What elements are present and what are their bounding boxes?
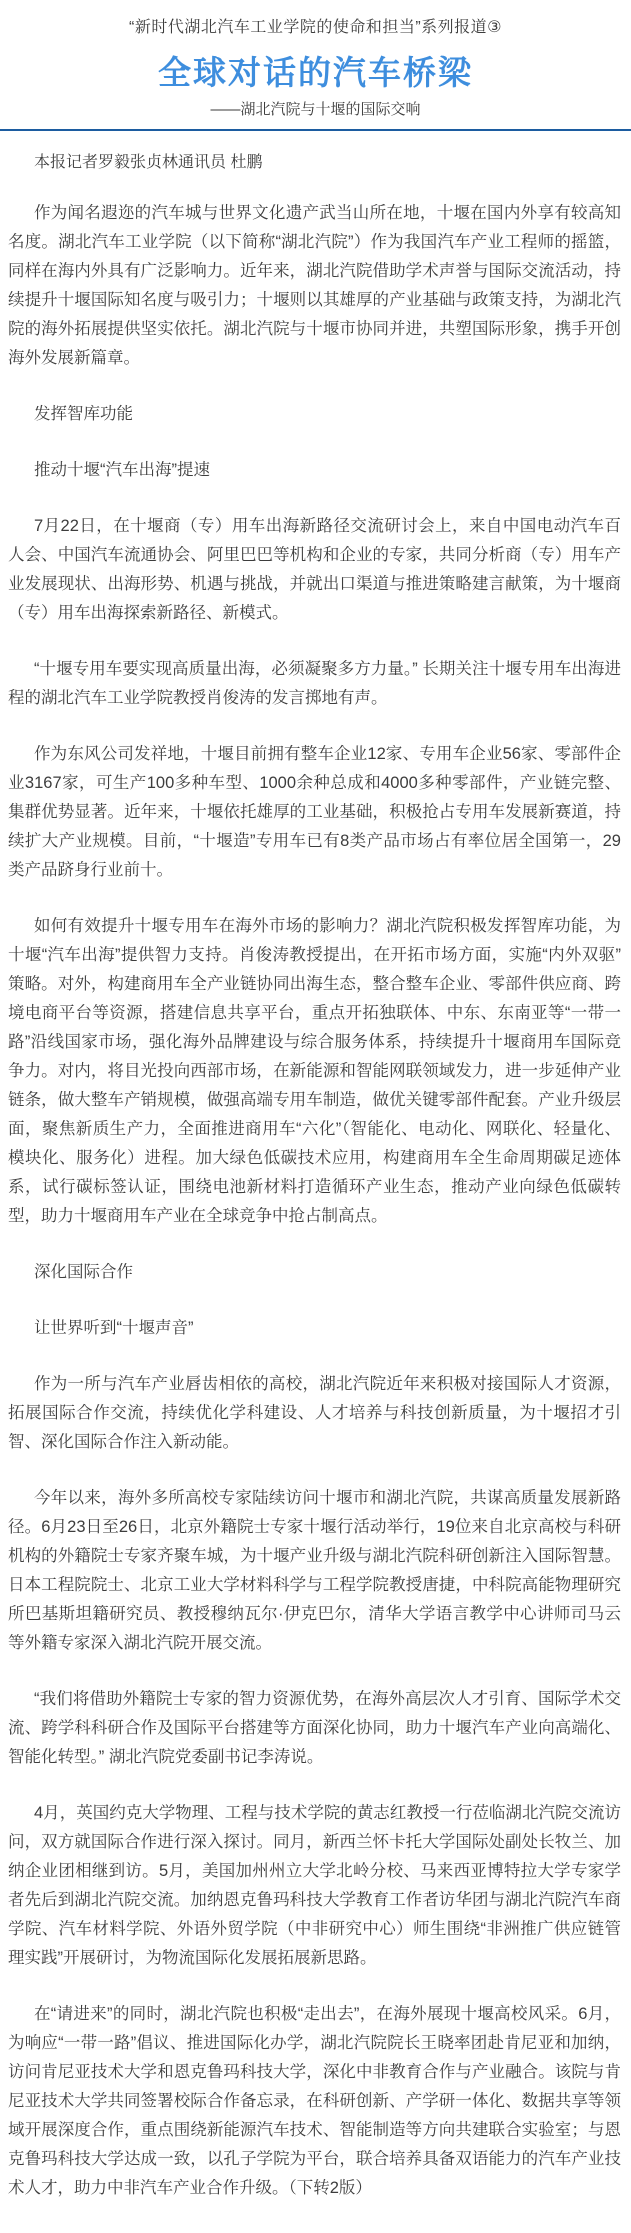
header-divider-rule [0,129,631,131]
article-paragraph: 作为闻名遐迩的汽车城与世界文化遗产武当山所在地，十堰在国内外享有较高知名度。湖北汽车工业学院（以下简称“湖北汽院”）作为我国汽车产业工程师的摇篮，同样在海内外具有广泛影响力。近年来，湖北汽院借助学术声誉与国际交流活动，持续提升十堰国际知名度与吸引力；十堰则以其雄厚的产业基础与政策支持，为湖北汽院的海外拓展提供坚实依托。湖北汽院与十堰市协同并进，共塑国际形象，携手开创海外发展新篇章。 [8,204,621,367]
section-heading: 发挥智库功能 [34,405,133,423]
article-paragraph: “十堰专用车要实现高质量出海，必须凝聚多方力量。” 长期关注十堰专用车出海进程的湖北汽车工业学院教授肖俊涛的发言掷地有声。 [8,660,621,707]
article-paragraph: 如何有效提升十堰专用车在海外市场的影响力？湖北汽院积极发挥智库功能，为十堰“汽车出海”提供智力支持。肖俊涛教授提出，在开拓市场方面，实施“内外双驱”策略。对外，构建商用车全产业链协同出海生态，整合整车企业、零部件供应商、跨境电商平台等资源，搭建信息共享平台，重点开拓独联体、中东、东南亚等“一带一路”沿线国家市场，强化海外品牌建设与综合服务体系，持续提升十堰商用车国际竞争力。对内，将目光投向西部市场，在新能源和智能网联领域发力，进一步延伸产业链条，做大整车产销规模，做强高端专用车制造，做优关键零部件配套。产业升级层面，聚焦新质生产力，全面推进商用车“六化”（智能化、电动化、网联化、轻量化、模块化、服务化）进程。加大绿色低碳技术应用，构建商用车全生命周期碳足迹体系，试行碳标签认证，围绕电池新材料打造循环产业生态，推动产业向绿色低碳转型，助力十堰商用车产业在全球竞争中抢占制高点。 [8,917,621,1225]
article-paragraph: 4月，英国约克大学物理、工程与技术学院的黄志红教授一行莅临湖北汽院交流访问，双方就国际合作进行深入探讨。同月，新西兰怀卡托大学国际处副处长牧兰、加纳企业团相继到访。5月，美国加州州立大学北岭分校、马来西亚博特拉大学专家学者先后到湖北汽院交流。加纳恩克鲁玛科技大学教育工作者访华团与湖北汽院汽车商学院、汽车材料学院、外语外贸学院（中非研究中心）师生围绕“非洲推广供应链管理实践”开展研讨，为物流国际化发展拓展新思路。 [8,1804,621,1967]
series-report-line: “新时代湖北汽车工业学院的使命和担当”系列报道③ [128,19,502,36]
article-body [8,199,621,2203]
section-heading: 让世界听到“十堰声音” [34,1319,194,1337]
article-paragraph: 7月22日，在十堰商（专）用车出海新路径交流研讨会上，来自中国电动汽车百人会、中国汽车流通协会、阿里巴巴等机构和企业的专家，共同分析商（专）用车产业发展现状、出海形势、机遇与挑战，并就出口渠道与推进策略建言献策，为十堰商（专）用车出海探索新路径、新模式。 [8,517,621,622]
article-paragraph: 在“请进来”的同时，湖北汽院也积极“走出去”，在海外展现十堰高校风采。6月，为响应“一带一路”倡议、推进国际化办学，湖北汽院院长王晓率团赴肯尼亚和加纳，访问肯尼亚技术大学和恩克鲁玛科技大学，深化中非教育合作与产业融合。该院与肯尼亚技术大学共同签署校际合作备忘录，在科研创新、产学研一体化、数据共享等领域开展深度合作，重点围绕新能源汽车技术、智能制造等方向共建联合实验室；与恩克鲁玛科技大学达成一致，以孔子学院为平台，联合培养具备双语能力的汽车产业技术人才，助力中非汽车产业合作升级。（下转2版） [8,2005,621,2197]
article-title: 全球对话的汽车桥梁 [158,54,473,91]
article-paragraph: 作为东风公司发祥地，十堰目前拥有整车企业12家、专用车企业56家、零部件企业3167家，可生产100多种车型、1000余种总成和4000多种零部件，产业链完整、集群优势显著。近年来，十堰依托雄厚的工业基础，积极抢占专用车发展新赛道，持续扩大产业规模。目前，“十堰造”专用车已有8类产品市场占有率位居全国第一，29类产品跻身行业前十。 [8,745,621,879]
section-heading: 深化国际合作 [34,1263,133,1281]
article-paragraph: 作为一所与汽车产业唇齿相依的高校，湖北汽院近年来积极对接国际人才资源，拓展国际合作交流，持续优化学科建设、人才培养与科技创新质量，为十堰招才引智、深化国际合作注入新动能。 [8,1375,621,1451]
article-paragraph: “我们将借助外籍院士专家的智力资源优势，在海外高层次人才引育、国际学术交流、跨学科科研合作及国际平台搭建等方面深化协同，助力十堰汽车产业向高端化、智能化转型。” 湖北汽院党委副书记李涛说。 [8,1690,621,1766]
section-heading: 推动十堰“汽车出海”提速 [34,461,210,479]
article-subtitle: ——湖北汽院与十堰的国际交响 [210,101,421,118]
byline: 本报记者罗毅张贞林通讯员 杜鹏 [34,154,263,171]
article-paragraph: 今年以来，海外多所高校专家陆续访问十堰市和湖北汽院，共谋高质量发展新路径。6月23日至26日，北京外籍院士专家十堰行活动举行，19位来自北京高校与科研机构的外籍院士专家齐聚车城，为十堰产业升级与湖北汽院科研创新注入国际智慧。日本工程院院士、北京工业大学材料科学与工程学院教授唐捷，中科院高能物理研究所巴基斯坦籍研究员、教授穆纳瓦尔·伊克巴尔，清华大学语言教学中心讲师司马云等外籍专家深入湖北汽院开展交流。 [8,1489,621,1652]
